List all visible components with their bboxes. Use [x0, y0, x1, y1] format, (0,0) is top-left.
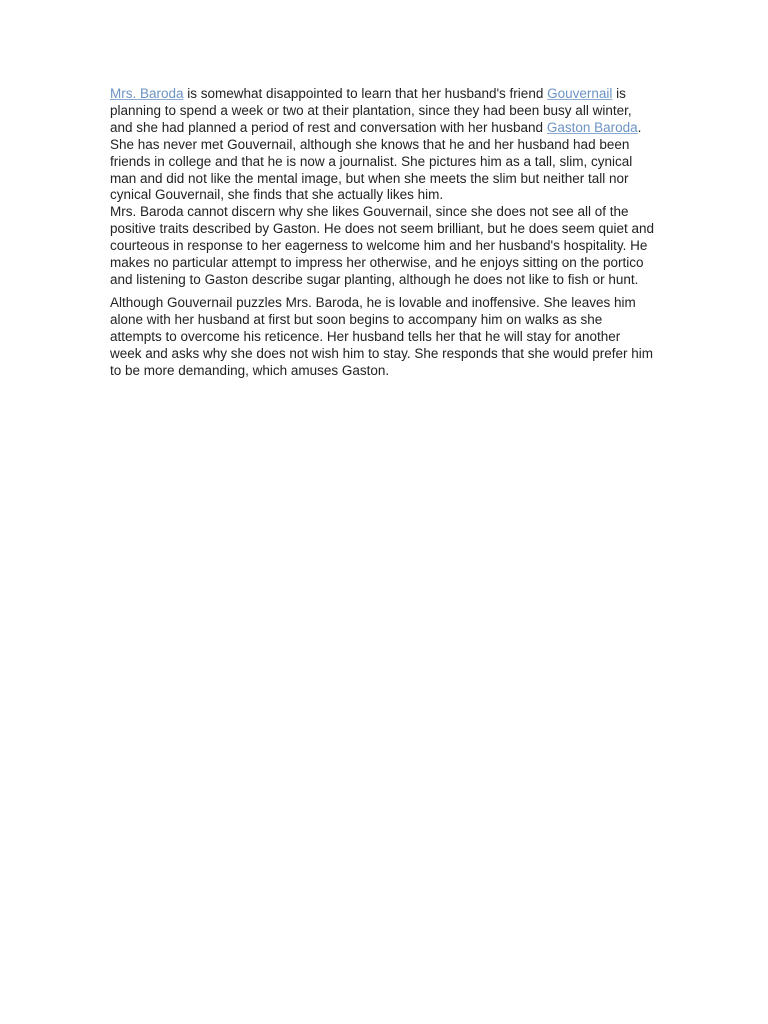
paragraph-third: Although Gouvernail puzzles Mrs. Baroda, he is lovable and inoffensive. She leaves him alone with her husband at first but soon begins to accompany him on walks as she attempts to overcome his reticence. Her husband tells her that he will stay for another week and asks why she does not wish him to stay. She responds that she would prefer him to be more demanding, which amuses Gaston. — [110, 294, 654, 378]
paragraph-intro-text-3: . She has never met Gouvernail, although she knows that he and her husband had been friends in college and that he is now a journalist. She pictures him as a tall, slim, cynical man and did not like the mental image, but when she meets the slim but neither tall nor cynical Gouvernail, she finds that she actually likes him. — [110, 119, 642, 203]
paragraph-intro-text-2: is planning to spend a week or two at their plantation, since they had been busy all winter, and she had planned a period of rest and conversation with her husband — [110, 86, 632, 135]
paragraph-intro-text-1: is somewhat disappointed to learn that her husband's friend — [183, 86, 548, 101]
link-mrs-baroda[interactable]: Mrs. Baroda — [110, 86, 184, 101]
paragraph-second: Mrs. Baroda cannot discern why she likes Gouvernail, since she does not see all of the positive traits described by Gaston. He does not seem brilliant, but he does seem quiet and courteous in response to her eagerness to welcome him and her husband's hospitality. He makes no particular attempt to impress her otherwise, and he enjoys sitting on the portico and listening to Gaston describe sugar planting, although he does not like to fish or hunt. — [110, 204, 655, 287]
link-gaston-baroda[interactable]: Gaston Baroda — [546, 119, 638, 135]
paragraph-intro — [110, 86, 655, 204]
document-body — [110, 86, 655, 379]
link-gouvernail[interactable]: Gouvernail — [547, 86, 613, 101]
